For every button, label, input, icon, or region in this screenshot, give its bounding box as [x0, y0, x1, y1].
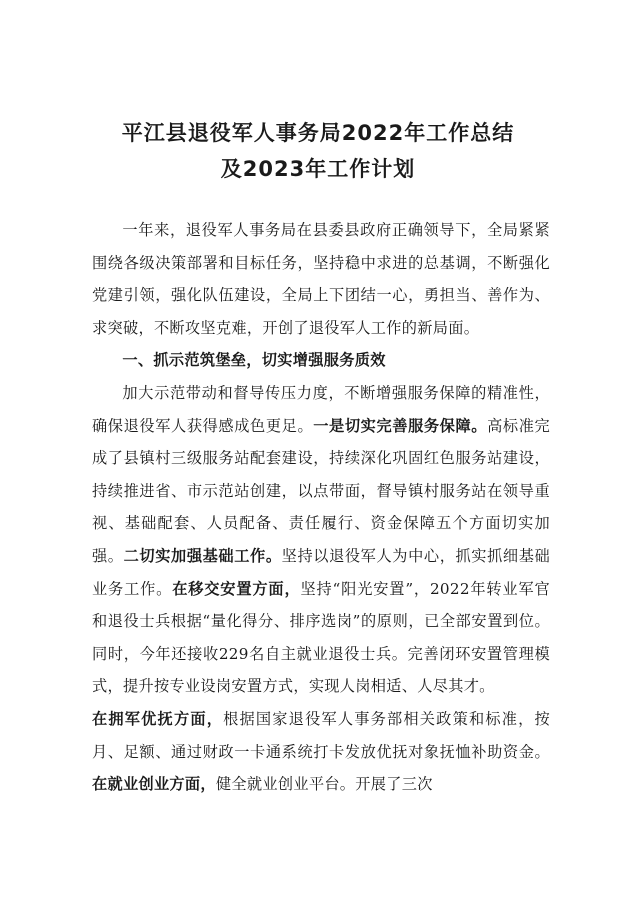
p2-bold-resettlement: 在移交安置方面， — [172, 579, 301, 598]
p3-bold-support: 在拥军优抚方面， — [92, 709, 224, 728]
p3-text-b: 根据国家退役军人事务部相关政策和标准，按月、足额、通过财政一卡通系统打卡发放优抚对象抚恤补助资金。 — [92, 709, 551, 761]
p3-text-d: 健全就业创业平台。开展了三次 — [215, 775, 433, 794]
document-body — [92, 214, 550, 801]
p2-text-e: 坚持以退役军人为中心，抓实抓细基础业务工作。 — [92, 546, 550, 598]
p3-bold-employment: 在就业创业方面， — [92, 775, 216, 794]
p2-text-g: 坚持“阳光安置”，2022年转业军官和退役士兵根据“量化得分、排序选岗”的原则，已全部安置到位。同时，今年还接收229名自主就业退役士兵。完善闭环安置管理模式，提升按专业设岗安置方式，实现人岗相适、人尽其才。 — [92, 579, 550, 696]
section-1-heading: 一、抓示范筑堡垒，切实增强服务质效 — [122, 351, 386, 370]
p2-bold-item-1: 一是切实完善服务保障。 — [313, 416, 488, 435]
document-title-line2: 及2023年工作计划 — [220, 157, 416, 181]
p2-text-c: 高标准完成了县镇村三级服务站配套建设，持续深化巩固红色服务站建设，持续推进省、市示范站创建，以点带面，督导镇村服务站在领导重视、基础配套、人员配备、责任履行、资金保障五个方面切实加强。 — [92, 416, 550, 565]
p2-bold-item-2: 二切实加强基础工作。 — [123, 546, 282, 565]
document-title-line1: 平江县退役军人事务局2022年工作总结 — [121, 121, 515, 145]
p2-text-a: 加大示范带动和督导传压力度，不断增强服务保障的精准性，确保退役军人获得感成色更足。 — [92, 383, 550, 435]
section-1-paragraph — [92, 377, 550, 703]
section-1-paragraph-2 — [92, 703, 550, 801]
intro-paragraph: 一年来，退役军人事务局在县委县政府正确领导下，全局紧紧围绕各级决策部署和目标任务，坚持稳中求进的总基调，不断强化党建引领，强化队伍建设，全局上下团结一心，勇担当、善作为、求突破，不断攻坚克难，开创了退役军人工作的新局面。 — [92, 221, 550, 337]
